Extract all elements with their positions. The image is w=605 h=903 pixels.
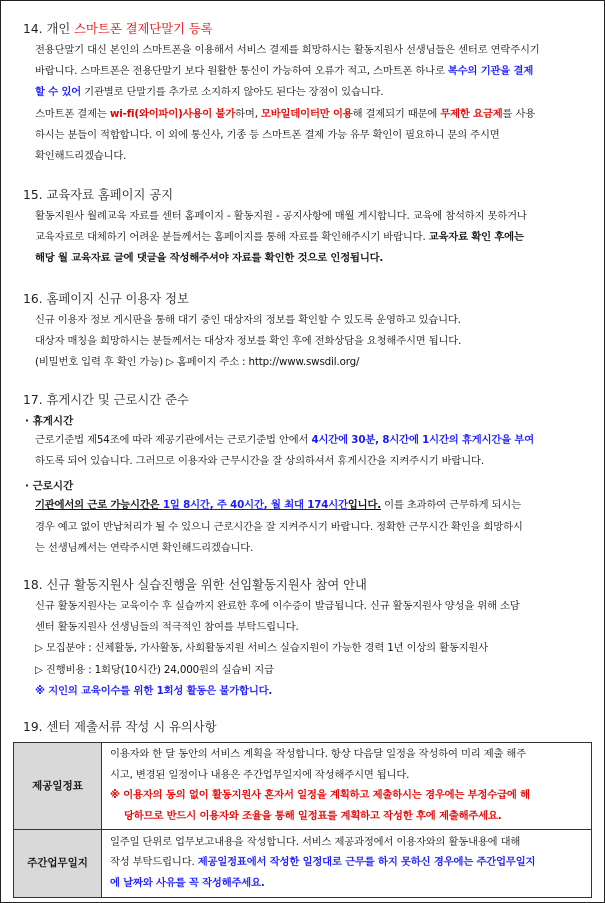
section-14-line: 바랍니다. 스마트폰은 전용단말기 보다 원활한 통신이 가능하여 오류가 적고, 스마트폰 하나로 복수의 기관을 결제	[35, 65, 534, 78]
section-16-line: 신규 이용자 정보 게시판을 통해 대기 중인 대상자의 정보를 확인할 수 있도록 운영하고 있습니다.	[35, 314, 461, 326]
row-label-weekly-log: 주간업무일지	[14, 830, 102, 898]
section-14	[23, 21, 588, 167]
section-15-line: 교육자료로 대체하기 어려운 분들께서는 홈페이지를 통해 자료를 확인해주시기 바랍니다. 교육자료 확인 후에는	[35, 231, 524, 244]
row-content-weekly-log: 일주일 단위로 업무보고내용을 작성합니다. 서비스 제공과정에서 이용자와의 활동내용에 대해 작성 부탁드립니다. 제공일정표에서 작성한 일정대로 근무를 하지 못하신 경우에는 주간업무일지 에 날짜와 사유를 꼭 작성해주세요.	[102, 830, 592, 898]
section-17-title: 17. 휴게시간 및 근로시간 준수	[23, 393, 189, 407]
section-15	[23, 187, 588, 270]
submission-documents-table	[13, 742, 592, 898]
bullet-heading-work-time: ∙ 근로시간	[25, 480, 74, 493]
section-19-title: 19. 센터 제출서류 작성 시 유의사항	[23, 720, 217, 734]
section-14-line: 전용단말기 대신 본인의 스마트폰을 이용해서 서비스 결제를 희망하시는 활동지원사 선생님들은 센터로 연락주시기	[35, 44, 540, 56]
section-15-line: 활동지원사 월례교육 자료를 센터 홈페이지 - 활동지원 - 공지사항에 매월 게시합니다. 교육에 참석하지 못하거나	[35, 210, 527, 222]
section-14-line: 스마트폰 결제는 wi-fi(와이파이)사용이 불가하며, 모바일데이터만 이용해 결제되기 때문에 무제한 요금제를 사용	[35, 107, 536, 120]
section-14-line: 확인해드리겠습니다.	[35, 150, 127, 163]
section-17-line: 기관에서의 근로 가능시간은 1일 8시간, 주 40시간, 월 최대 174시간입니다. 이를 초과하여 근무하게 되시는	[35, 499, 521, 512]
section-19	[23, 719, 588, 735]
section-17-line: 는 선생님께서는 연락주시면 확인해드리겠습니다.	[35, 541, 254, 554]
section-14-title: 14. 개인 스마트폰 결제단말기 등록	[23, 22, 213, 36]
section-18-line: ▷ 모집분야 : 신체활동, 가사활동, 사회활동지원 서비스 실습지원이 가능한 경력 1년 이상의 활동지원사	[35, 642, 489, 655]
section-18-line: 센터 활동지원사 선생님들의 적극적인 참여를 부탁드립니다.	[35, 621, 299, 634]
section-18	[23, 577, 588, 702]
section-17-line: 하도록 되어 있습니다. 그러므로 이용자와 근무시간을 잘 상의하셔서 휴게시간을 지켜주시기 바랍니다.	[35, 455, 484, 468]
section-14-line: 할 수 있어 기관별로 단말기를 추가로 소지하지 않아도 된다는 장점이 있습니다.	[35, 86, 384, 99]
section-18-note: ※ 지인의 교육이수를 위한 1회성 활동은 불가합니다.	[35, 684, 273, 697]
table-row	[14, 830, 592, 898]
section-17-line: 경우 예고 없이 반납처리가 될 수 있으니 근로시간을 잘 지켜주시기 바랍니다. 정확한 근무시간 확인을 희망하시	[35, 520, 523, 533]
section-18-line: ▷ 진행비용 : 1회당(10시간) 24,000원의 실습비 지급	[35, 663, 274, 676]
section-16-line: 대상자 매칭을 희망하시는 분들께서는 대상자 정보를 확인 후에 전화상담을 요청해주시면 됩니다.	[35, 335, 462, 348]
section-16-line: (비밀번호 입력 후 확인 가능) ▷ 홈페이지 주소 : http://www.swsdil.org/	[35, 356, 360, 369]
table-row	[14, 743, 592, 830]
section-15-line: 해당 월 교육자료 글에 댓글을 작성해주셔야 자료를 확인한 것으로 인정됩니다.	[35, 252, 384, 265]
row-content-schedule: 이용자와 한 달 동안의 서비스 계획을 작성합니다. 항상 다음달 일정을 작성하여 미리 제출 해주 시고, 변경된 일정이나 내용은 주간업무일지에 작성해주시면 됩니다. ※ 이용자의 동의 없이 활동지원사 혼자서 일정을 계획하고 제출하시는 경우에는 부정수급에 해 당하므로 반드시 이용자와 조율을 통해 일정표를 계획하고 작성한 후에 제출해주세요.	[102, 743, 592, 830]
section-16	[23, 291, 588, 374]
section-17-line: 근로기준법 제54조에 따라 제공기관에서는 근로기준법 안에서 4시간에 30분, 8시간에 1시간의 휴게시간을 부여	[35, 434, 535, 446]
section-18-line: 신규 활동지원사는 교육이수 후 실습까지 완료한 후에 이수증이 발급됩니다. 신규 활동지원사 양성을 위해 소담	[35, 600, 520, 612]
section-15-title: 15. 교육자료 홈페이지 공지	[23, 188, 174, 202]
section-14-line: 하시는 분들이 적합합니다. 이 외에 통신사, 기종 등 스마트폰 결제 가능 유무 확인이 필요하니 문의 주시면	[35, 128, 500, 141]
section-17	[23, 392, 588, 559]
row-label-schedule: 제공일정표	[14, 743, 102, 830]
section-18-title: 18. 신규 활동지원사 실습진행을 위한 선임활동지원사 참여 안내	[23, 578, 367, 592]
bullet-heading-rest-time: ∙ 휴게시간	[25, 415, 74, 427]
section-16-title: 16. 홈페이지 신규 이용자 정보	[23, 292, 189, 306]
